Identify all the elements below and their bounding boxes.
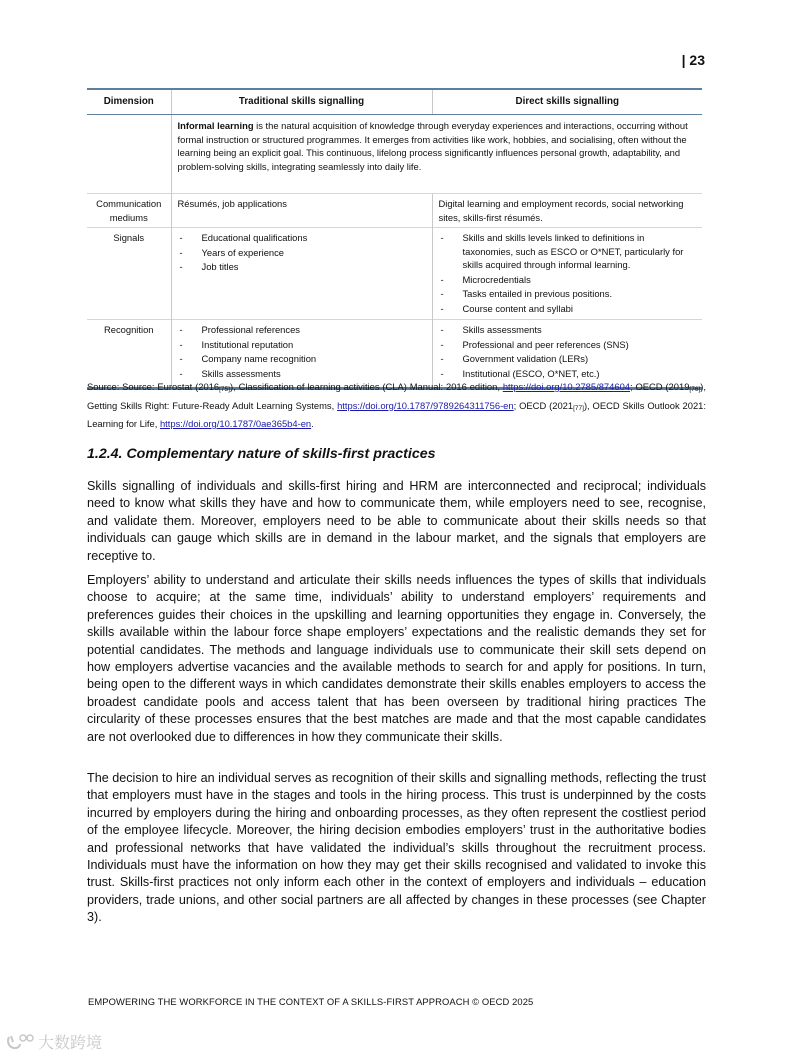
table-header-row (87, 89, 702, 115)
list-item: - Course content and syllabi (439, 302, 697, 316)
list-item: - Microcredentials (439, 273, 697, 287)
informal-learning-text: is the natural acquisition of knowledge through everyday experiences and interactions, occurring without formal instruction or structured programmes. It emerges from activities like work, hobbies, and socialising, often without the learning being an explicit goal. This continuous, lifelong process significantly influences personal growth, adaptability, and problem-solving skills, integrating seamlessly into daily life. (177, 120, 688, 172)
reference-marker[interactable]: [75] (219, 386, 230, 393)
direct-recognition-list (439, 323, 697, 380)
column-header-dimension: Dimension (87, 89, 171, 115)
source-text: ; OECD (2021 (513, 399, 574, 411)
dimension-cell: Recognition (87, 320, 171, 389)
traditional-cell: Résumés, job applications (171, 194, 432, 228)
doi-link-cla-manual[interactable]: https://doi.org/10.2785/874604 (502, 381, 630, 392)
body-paragraph: Employers’ ability to understand and articulate their skills needs influences the types of skills that individuals choose to acquire; at the same time, individuals’ ability to understand employers’ requirements and preferences guides their choices in the upskilling and learning opportunities they engage in. Conversely, the skills available within the labour force shape employers’ expectations and the realistic demands they set for potential candidates. The methods and language individuals use to communicate their skill sets depend on how employers advertise vacancies and the available methods to search for and apply for positions. In turn, being open to the different ways in which candidates demonstrate their skills enables employers to access the broadest candidate pools and access talent that has been overseen by traditional hiring practices The circularity of these processes ensures that the best matches are made and that the most capable candidates are not overlooked due to differences in how they communicate their skills. (87, 573, 706, 744)
list-item: - Professional and peer references (SNS) (439, 338, 697, 352)
page-footer: EMPOWERING THE WORKFORCE IN THE CONTEXT OF A SKILLS-FIRST APPROACH © OECD 2025 (88, 996, 534, 1007)
page-number: | 23 (681, 52, 705, 68)
body-paragraph: The decision to hire an individual serves as recognition of their skills and signalling methods, reflecting the trust that employers must have in the stages and tools in the hiring process. This trust is underpinned by the costs incurred by employers during the hiring and onboarding processes, as they often represent the costliest period of the employee lifecycle. Moreover, the hiring decision embodies employers’ trust in the authoritative bodies and professional networks that have validated the individual’s skills throughout the recruitment process. Individuals must have the information on how they may get their skills recognised and validated to invoke this trust. Skills-first practices not only inform each other in the context of employers and individuals – education providers, trade unions, and other social partners are all affected by changes in these processes (see Chapter 3). (87, 771, 706, 925)
dimension-cell: Signals (87, 228, 171, 320)
traditional-signals-list (178, 231, 426, 274)
list-item: - Skills and skills levels linked to definitions in taxonomies, such as ESCO or O*NET, particularly for skills acquired through informal learning. (439, 231, 697, 272)
body-paragraph: Skills signalling of individuals and skills-first hiring and HRM are interconnected and reciprocal; individuals need to know what skills they have and how to communicate them, while employers need to see, recognise, and validate them. Moreover, employers need to be able to communicate about their skills needs so that individuals can gauge which skills are in demand in the labour market, and the signals that employers are receptive to. (87, 479, 706, 563)
direct-cell: Digital learning and employment records, social networking sites, skills-first résumés. (432, 194, 702, 228)
list-item: - Years of experience (178, 246, 426, 260)
section-heading: 1.2.4. Complementary nature of skills-first practices (87, 446, 436, 462)
informal-learning-definition (171, 115, 702, 194)
direct-cell (432, 228, 702, 320)
skills-signalling-table (87, 88, 702, 390)
table-row (87, 228, 702, 320)
table-source-note (87, 379, 706, 432)
list-item: - Job titles (178, 260, 426, 274)
reference-marker[interactable]: [77] (573, 404, 584, 412)
source-text: . (311, 418, 314, 429)
list-item: - Institutional (ESCO, O*NET, etc.) (439, 367, 697, 381)
direct-signals-list (439, 231, 697, 315)
comparison-table (87, 88, 702, 390)
list-item: - Company name recognition (178, 352, 426, 366)
list-item: - Educational qualifications (178, 231, 426, 245)
column-header-direct: Direct skills signalling (432, 89, 702, 115)
list-item: - Skills assessments (439, 323, 697, 337)
list-item: - Tasks entailed in previous positions. (439, 287, 697, 301)
watermark-logo-icon (6, 1033, 34, 1051)
empty-cell (87, 115, 171, 194)
traditional-cell (171, 228, 432, 320)
watermark-text: 大数跨境 (38, 1035, 103, 1052)
source-text: ), Classification of learning activities (CLA) Manual: 2016 edition, (229, 381, 503, 392)
list-item: - Government validation (LERs) (439, 352, 697, 366)
list-item: - Skills assessments (178, 367, 426, 381)
source-text: ), Getting Skills Right: Future-Ready Adult Learning Systems, (87, 381, 706, 411)
dimension-cell: Communication mediums (87, 194, 171, 228)
traditional-recognition-list (178, 323, 426, 380)
source-text: Source: Source: Eurostat (2016 (87, 381, 220, 392)
informal-learning-term: Informal learning (177, 120, 254, 131)
source-text: ; OECD (2019 (630, 381, 690, 392)
watermark (6, 1030, 102, 1053)
doi-link-skills-outlook[interactable]: https://doi.org/10.1787/0ae365b4-en (159, 418, 312, 429)
reference-marker[interactable]: [76] (689, 386, 701, 393)
table-row-informal-learning (87, 115, 702, 194)
list-item: - Institutional reputation (178, 338, 426, 352)
source-text: ), OECD Skills Outlook 2021: Learning for Life, (87, 399, 706, 429)
table-row (87, 194, 702, 228)
doi-link-getting-skills-right[interactable]: https://doi.org/10.1787/9789264311756-en (337, 399, 514, 411)
column-header-traditional: Traditional skills signalling (171, 89, 432, 115)
list-item: - Professional references (178, 323, 426, 337)
